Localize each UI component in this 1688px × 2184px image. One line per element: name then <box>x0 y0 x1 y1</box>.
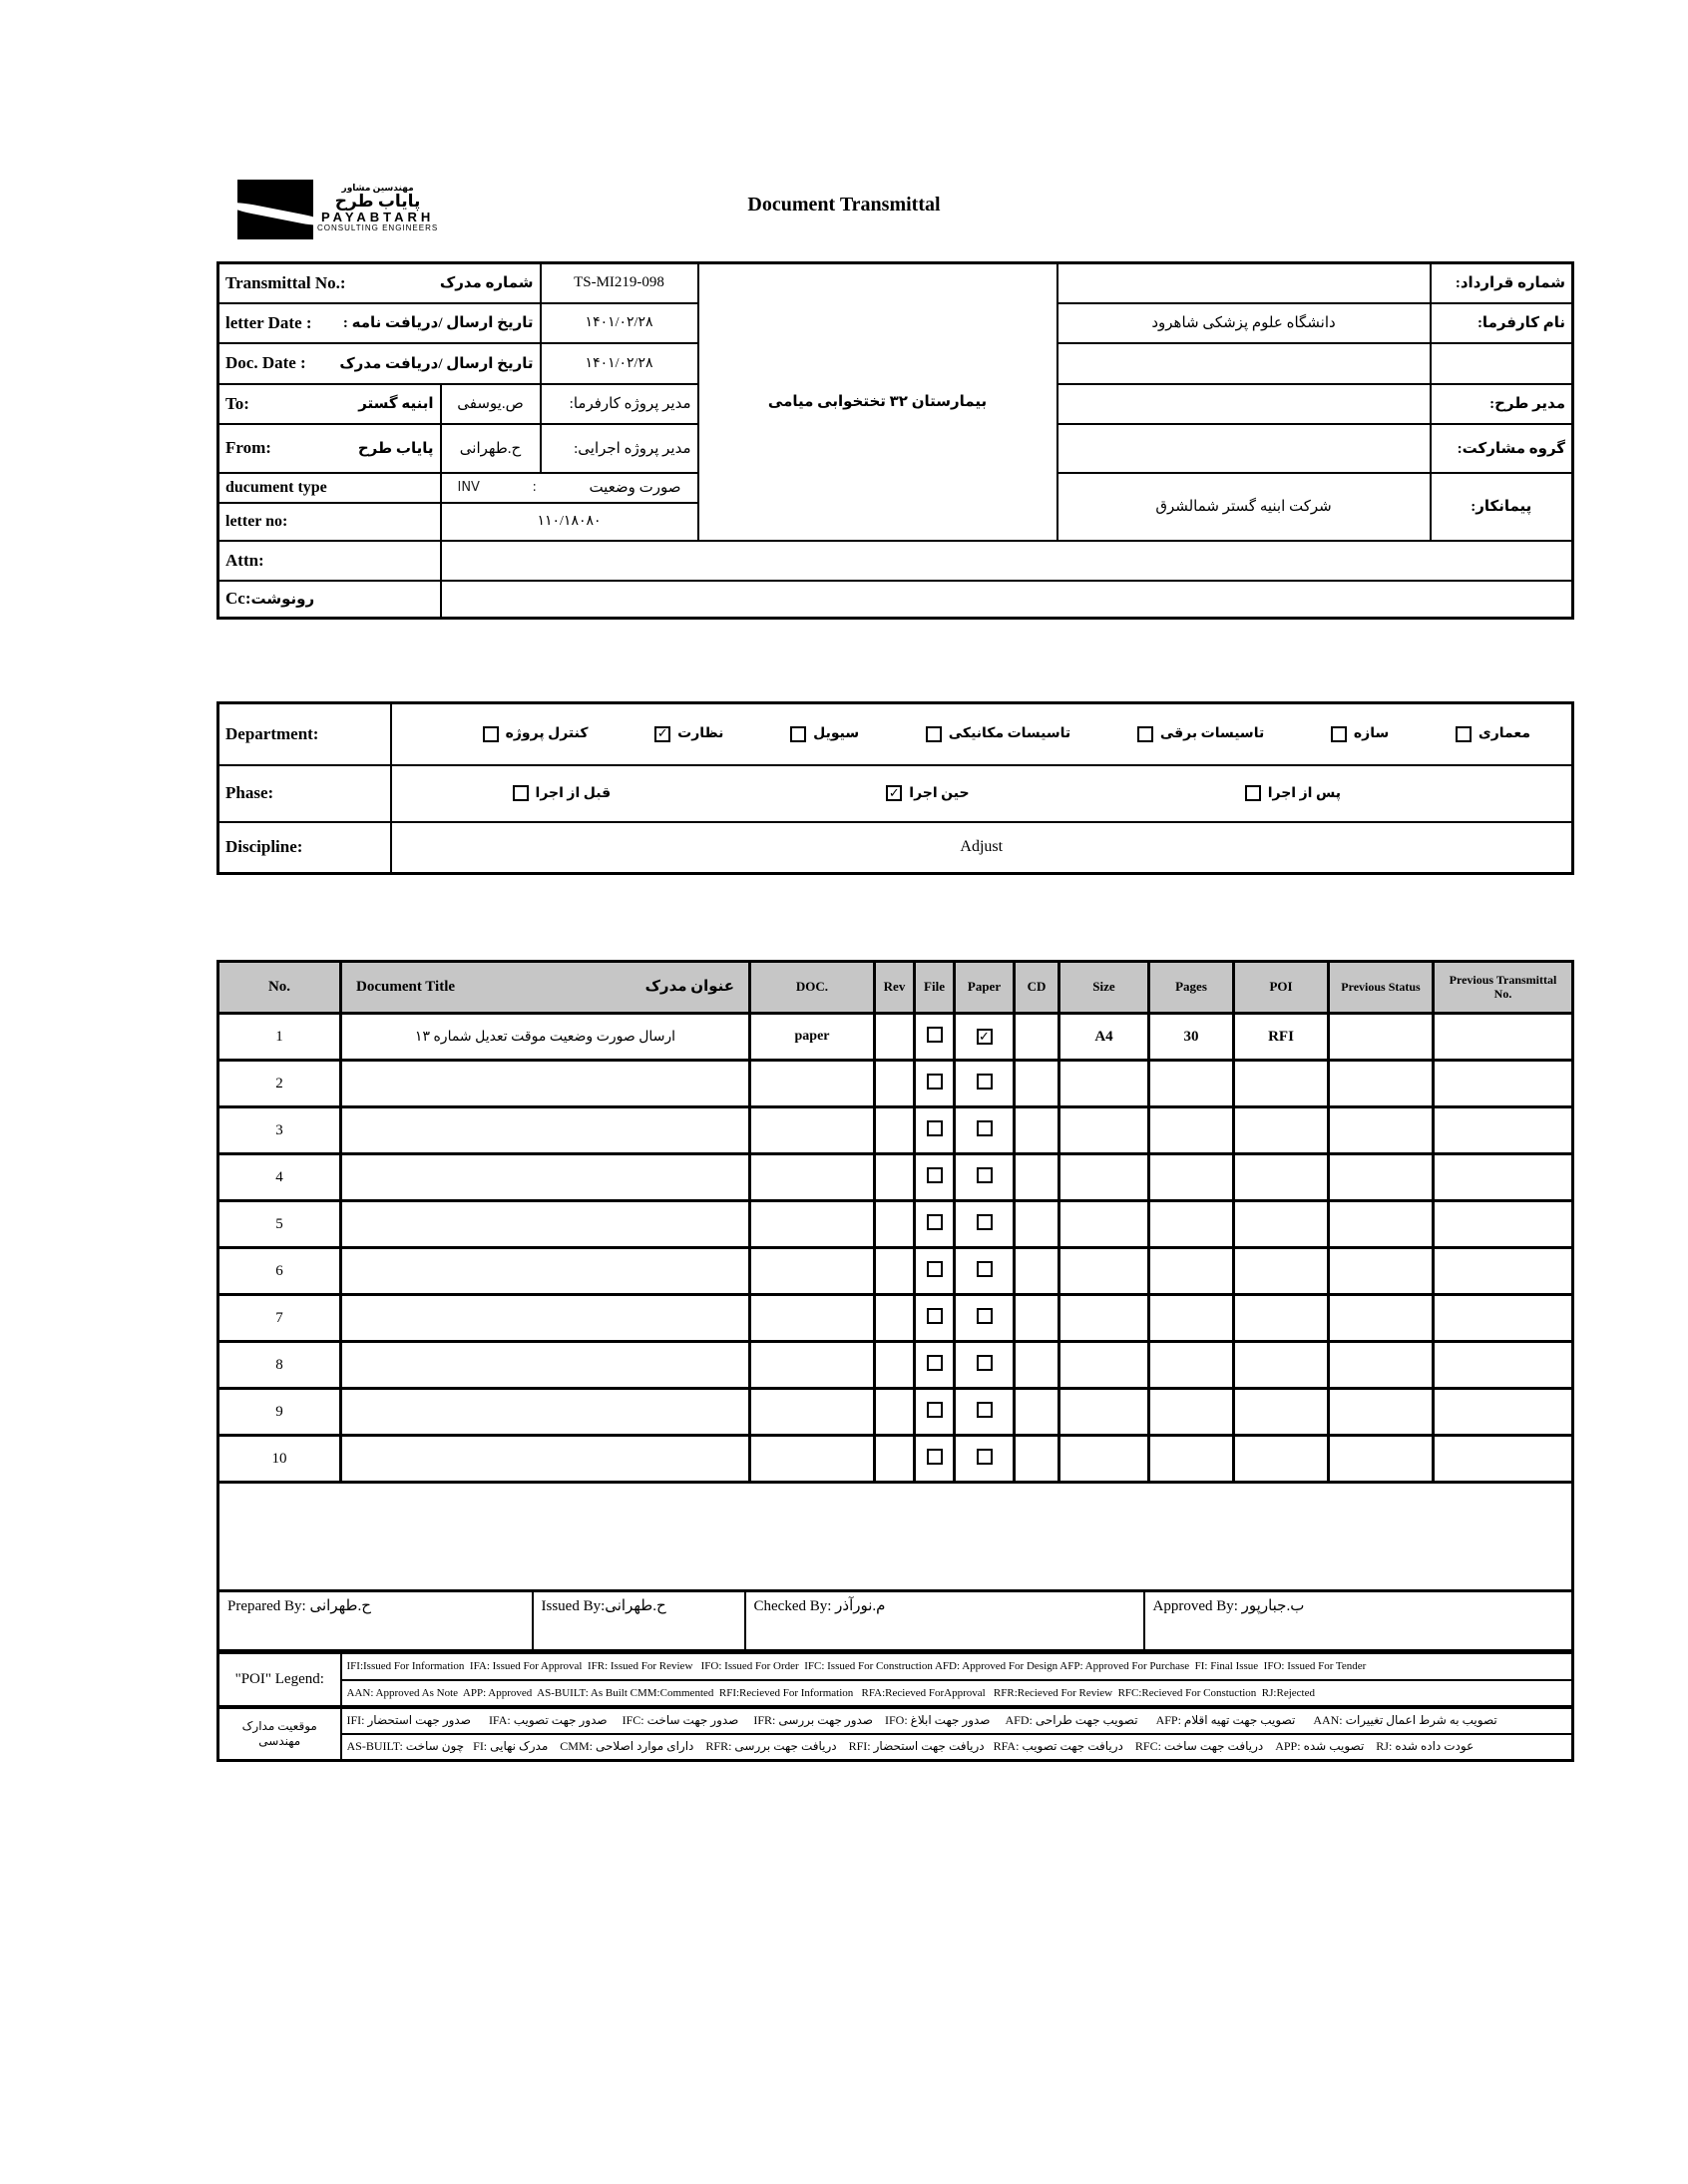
cell-cd <box>1015 1295 1059 1342</box>
cell-cd <box>1015 1107 1059 1154</box>
logo-en-name: PAYABTARH <box>320 210 435 225</box>
cell-title <box>341 1154 750 1201</box>
cell-poi: RFI <box>1234 1014 1329 1061</box>
cell-prev-status <box>1329 1201 1434 1248</box>
signature-table <box>216 1589 1574 1652</box>
client-pm-label: مدیر پروژه کارفرما: <box>541 384 698 424</box>
to-field: To: ابنیه گستر <box>218 384 441 424</box>
cell-prev-status <box>1329 1061 1434 1107</box>
paper-checkbox[interactable] <box>977 1120 993 1136</box>
table-row <box>218 1295 1573 1342</box>
cell-no: 4 <box>218 1154 341 1201</box>
cell-title: ارسال صورت وضعیت موقت تعدیل شماره ۱۳ <box>341 1014 750 1061</box>
cell-prev-status <box>1329 1107 1434 1154</box>
cell-file <box>915 1436 955 1483</box>
project-name: بیمارستان ۳۲ تختخوابی میامی <box>698 263 1057 541</box>
table-row <box>218 1248 1573 1295</box>
paper-checkbox[interactable] <box>977 1402 993 1418</box>
cell-no: 5 <box>218 1201 341 1248</box>
cell-pages <box>1149 1248 1234 1295</box>
doc-status-legend-line2: AS-BUILT: چون ساخت FI: مدرک نهایی CMM: دارای موارد اصلاحی RFR: دریافت جهت بررسی RFI: دریافت جهت استحضار RFA: دریافت جهت تصویب RFC: دریافت جهت ساخت APP: تصویب شده RJ: عودت داده شده <box>341 1734 1573 1761</box>
letter-no-value: ۱۱۰/۱۸۰۸۰ <box>441 503 698 541</box>
phase-label: Phase: <box>218 765 391 822</box>
checkbox-icon[interactable] <box>483 726 499 742</box>
cell-poi <box>1234 1154 1329 1201</box>
cell-no: 10 <box>218 1436 341 1483</box>
checked-by-cell: Checked By: م.نورآذر <box>745 1591 1144 1651</box>
logo-en-tagline: CONSULTING ENGINEERS <box>317 222 439 232</box>
contract-no-label: شماره قرارداد: <box>1431 263 1573 303</box>
exec-pm-label: مدیر پروژه اجرایی: <box>541 424 698 473</box>
cell-prev-status <box>1329 1248 1434 1295</box>
cell-title <box>341 1295 750 1342</box>
attn-value <box>441 541 1573 581</box>
prepared-by-cell: Prepared By: ح.طهرانی <box>218 1591 533 1651</box>
col-paper: Paper <box>955 962 1015 1014</box>
cell-doc <box>750 1201 875 1248</box>
phase-options <box>391 765 1573 822</box>
cell-cd <box>1015 1061 1059 1107</box>
table-row <box>218 1201 1573 1248</box>
file-checkbox[interactable] <box>927 1402 943 1418</box>
letter-date-label: letter Date : تاریخ ارسال /دریافت نامه : <box>218 303 541 343</box>
cell-doc: paper <box>750 1014 875 1061</box>
cell-paper <box>955 1436 1015 1483</box>
paper-checkbox[interactable] <box>977 1308 993 1324</box>
cc-label: Cc:رونوشت <box>218 581 441 619</box>
doc-status-legend-line1: IFI: صدور جهت استحضار IFA: صدور جهت تصویب IFC: صدور جهت ساخت IFR: صدور جهت بررسی IFO: صدور جهت ابلاغ AFD: تصویب جهت طراحی AFP: تصویب جهت تهیه اقلام AAN: تصویب به شرط اعمال تغییرات <box>341 1707 1573 1734</box>
cell-rev <box>875 1154 915 1201</box>
cell-doc <box>750 1248 875 1295</box>
col-doc: DOC. <box>750 962 875 1014</box>
cell-paper <box>955 1248 1015 1295</box>
cell-rev <box>875 1436 915 1483</box>
doc-status-legend-label: موقعیت مدارک مهندسی <box>218 1707 341 1761</box>
file-checkbox[interactable] <box>927 1214 943 1230</box>
table-row <box>218 1107 1573 1154</box>
cell-paper <box>955 1107 1015 1154</box>
file-checkbox[interactable] <box>927 1261 943 1277</box>
doc-date-label: Doc. Date : تاریخ ارسال /دریافت مدرک <box>218 343 541 384</box>
checkbox-icon[interactable] <box>886 785 902 801</box>
file-checkbox[interactable] <box>927 1167 943 1183</box>
cell-size <box>1059 1342 1149 1389</box>
paper-checkbox[interactable] <box>977 1261 993 1277</box>
cell-cd <box>1015 1154 1059 1201</box>
cell-cd <box>1015 1014 1059 1061</box>
file-checkbox[interactable] <box>927 1027 943 1043</box>
col-poi: POI <box>1234 962 1329 1014</box>
cell-paper <box>955 1201 1015 1248</box>
cell-poi <box>1234 1201 1329 1248</box>
cell-size <box>1059 1248 1149 1295</box>
cell-doc <box>750 1154 875 1201</box>
cell-cd <box>1015 1342 1059 1389</box>
cell-file <box>915 1201 955 1248</box>
department-option[interactable]: تاسیسات برقی <box>1137 725 1264 742</box>
attn-label: Attn: <box>218 541 441 581</box>
cell-paper <box>955 1342 1015 1389</box>
cell-prev-transmittal <box>1434 1436 1573 1483</box>
cell-prev-transmittal <box>1434 1342 1573 1389</box>
col-pages: Pages <box>1149 962 1234 1014</box>
table-row <box>218 1154 1573 1201</box>
file-checkbox[interactable] <box>927 1355 943 1371</box>
client-name-label: نام کارفرما: <box>1431 303 1573 343</box>
cell-size <box>1059 1201 1149 1248</box>
cell-paper <box>955 1295 1015 1342</box>
paper-checkbox[interactable] <box>977 1449 993 1465</box>
contract-no-value <box>1057 263 1431 303</box>
cell-poi <box>1234 1389 1329 1436</box>
to-person: ص.یوسفی <box>441 384 541 424</box>
cell-paper <box>955 1061 1015 1107</box>
cell-rev <box>875 1389 915 1436</box>
logo-fa-tagline: مهندسین مشاور <box>341 183 414 193</box>
cell-file <box>915 1061 955 1107</box>
checkbox-icon[interactable] <box>926 726 942 742</box>
department-option[interactable]: ✓ نظارت <box>654 725 723 742</box>
file-checkbox[interactable] <box>927 1308 943 1324</box>
checkbox-icon[interactable] <box>1137 726 1153 742</box>
checkbox-icon[interactable] <box>513 785 529 801</box>
checkbox-icon[interactable] <box>1456 726 1472 742</box>
poi-legend-label: "POI" Legend: <box>218 1653 341 1707</box>
table-row <box>218 1342 1573 1389</box>
cell-rev <box>875 1342 915 1389</box>
checkbox-icon[interactable] <box>790 726 806 742</box>
paper-checkbox[interactable] <box>977 1029 993 1045</box>
department-option[interactable]: کنترل پروژه <box>483 725 589 742</box>
cell-rev <box>875 1295 915 1342</box>
discipline-value: Adjust <box>391 822 1573 874</box>
letter-no-label: letter no: <box>218 503 441 541</box>
issued-by-cell: Issued By:ح.طهرانی <box>533 1591 745 1651</box>
cell-file <box>915 1107 955 1154</box>
cell-paper <box>955 1014 1015 1061</box>
cell-title <box>341 1248 750 1295</box>
table-row <box>218 1061 1573 1107</box>
cell-prev-transmittal <box>1434 1107 1573 1154</box>
cell-poi <box>1234 1248 1329 1295</box>
cell-doc <box>750 1389 875 1436</box>
cell-size: A4 <box>1059 1014 1149 1061</box>
cell-doc <box>750 1295 875 1342</box>
cell-prev-transmittal <box>1434 1248 1573 1295</box>
cell-size <box>1059 1154 1149 1201</box>
col-cd: CD <box>1015 962 1059 1014</box>
cell-cd <box>1015 1436 1059 1483</box>
checkbox-icon[interactable] <box>654 726 670 742</box>
cell-pages <box>1149 1061 1234 1107</box>
cell-size <box>1059 1389 1149 1436</box>
cell-pages: 30 <box>1149 1014 1234 1061</box>
cell-prev-status <box>1329 1342 1434 1389</box>
file-checkbox[interactable] <box>927 1074 943 1090</box>
cell-file <box>915 1154 955 1201</box>
cell-poi <box>1234 1061 1329 1107</box>
phase-option[interactable]: قبل از اجرا <box>513 785 612 802</box>
cell-title <box>341 1061 750 1107</box>
cell-file <box>915 1342 955 1389</box>
paper-checkbox[interactable] <box>977 1355 993 1371</box>
table-row <box>218 1436 1573 1483</box>
paper-checkbox[interactable] <box>977 1167 993 1183</box>
col-size: Size <box>1059 962 1149 1014</box>
cell-prev-transmittal <box>1434 1389 1573 1436</box>
letter-date-value: ۱۴۰۱/۰۲/۲۸ <box>541 303 698 343</box>
checkbox-icon[interactable] <box>1245 785 1261 801</box>
page-title: Document Transmittal <box>747 194 941 216</box>
checkbox-icon[interactable] <box>1331 726 1347 742</box>
cell-cd <box>1015 1389 1059 1436</box>
cell-pages <box>1149 1107 1234 1154</box>
cell-prev-status <box>1329 1014 1434 1061</box>
cell-title <box>341 1342 750 1389</box>
cell-no: 2 <box>218 1061 341 1107</box>
cell-file <box>915 1295 955 1342</box>
phase-option[interactable]: پس از اجرا <box>1245 785 1341 802</box>
cell-no: 1 <box>218 1014 341 1061</box>
cell-no: 3 <box>218 1107 341 1154</box>
poi-legend-table <box>216 1651 1574 1762</box>
cell-size <box>1059 1436 1149 1483</box>
poi-legend-line1: IFI:Issued For Information IFA: Issued For Approval IFR: Issued For Review IFO: Issued For Order IFC: Issued For Construction AFD: Approved For Design AFP: Approved For Purchase FI: Final Issue IFO: Issued For Tender <box>341 1653 1573 1680</box>
cell-prev-transmittal <box>1434 1295 1573 1342</box>
cell-paper <box>955 1389 1015 1436</box>
cell-pages <box>1149 1154 1234 1201</box>
cell-no: 8 <box>218 1342 341 1389</box>
jv-label: گروه مشارکت: <box>1431 424 1573 473</box>
cell-file <box>915 1389 955 1436</box>
cell-rev <box>875 1201 915 1248</box>
cell-pages <box>1149 1201 1234 1248</box>
logo-fa-name: پایاب طرح <box>334 192 421 212</box>
col-rev: Rev <box>875 962 915 1014</box>
cell-no: 6 <box>218 1248 341 1295</box>
phase-option[interactable]: ✓ حین اجرا <box>886 785 969 802</box>
table-header-row <box>218 962 1573 1014</box>
header-empty-label <box>1431 343 1573 384</box>
cell-poi <box>1234 1295 1329 1342</box>
pm-label: مدیر طرح: <box>1431 384 1573 424</box>
cell-prev-transmittal <box>1434 1014 1573 1061</box>
cell-no: 9 <box>218 1389 341 1436</box>
cell-prev-status <box>1329 1436 1434 1483</box>
cell-doc <box>750 1107 875 1154</box>
paper-checkbox[interactable] <box>977 1074 993 1090</box>
cell-doc <box>750 1342 875 1389</box>
cell-pages <box>1149 1342 1234 1389</box>
cell-prev-transmittal <box>1434 1201 1573 1248</box>
cell-rev <box>875 1014 915 1061</box>
cell-title <box>341 1201 750 1248</box>
col-prev-transmittal: Previous Transmittal No. <box>1434 962 1573 1014</box>
document-type-value: INV : صورت وضعیت <box>441 473 698 503</box>
from-field: From: پایاب طرح <box>218 424 441 473</box>
cell-prev-transmittal <box>1434 1154 1573 1201</box>
contractor-label: پیمانکار: <box>1431 473 1573 541</box>
discipline-label: Discipline: <box>218 822 391 874</box>
cell-rev <box>875 1107 915 1154</box>
department-option[interactable]: معماری <box>1456 725 1530 742</box>
transmittal-no-label: Transmittal No.: شماره مدرک <box>218 263 541 303</box>
cell-paper <box>955 1154 1015 1201</box>
cell-title <box>341 1436 750 1483</box>
department-option[interactable]: سازه <box>1331 725 1389 742</box>
col-file: File <box>915 962 955 1014</box>
cell-prev-status <box>1329 1295 1434 1342</box>
paper-checkbox[interactable] <box>977 1214 993 1230</box>
cell-title <box>341 1389 750 1436</box>
client-name-value: دانشگاه علوم پزشکی شاهرود <box>1057 303 1431 343</box>
cell-size <box>1059 1107 1149 1154</box>
pm-value <box>1057 384 1431 424</box>
approved-by-cell: Approved By: ب.جبارپور <box>1144 1591 1573 1651</box>
cell-poi <box>1234 1436 1329 1483</box>
file-checkbox[interactable] <box>927 1120 943 1136</box>
table-row <box>218 1014 1573 1061</box>
cell-size <box>1059 1061 1149 1107</box>
cell-poi <box>1234 1107 1329 1154</box>
table-row <box>218 1389 1573 1436</box>
cell-prev-transmittal <box>1434 1061 1573 1107</box>
cell-doc <box>750 1436 875 1483</box>
document-type-label: ducument type <box>218 473 441 503</box>
document-list-table <box>216 960 1574 1593</box>
classification-table <box>216 701 1574 875</box>
department-options <box>391 703 1573 765</box>
cell-size <box>1059 1295 1149 1342</box>
cell-pages <box>1149 1436 1234 1483</box>
department-option[interactable]: تاسیسات مکانیکی <box>926 725 1070 742</box>
file-checkbox[interactable] <box>927 1449 943 1465</box>
cell-rev <box>875 1248 915 1295</box>
cell-poi <box>1234 1342 1329 1389</box>
department-label: Department: <box>218 703 391 765</box>
col-title: Document Title عنوان مدرک <box>341 962 750 1014</box>
cell-rev <box>875 1061 915 1107</box>
cc-value <box>441 581 1573 619</box>
jv-value <box>1057 424 1431 473</box>
poi-legend-line2: AAN: Approved As Note APP: Approved AS-BUILT: As Built CMM:Commented RFI:Recieved For Information RFA:Recieved ForApproval RFR:Recieved For Review RFC:Recieved For Constuction RJ:Rejected <box>341 1680 1573 1707</box>
cell-file <box>915 1014 955 1061</box>
from-person: ح.طهرانی <box>441 424 541 473</box>
col-no: No. <box>218 962 341 1014</box>
cell-cd <box>1015 1248 1059 1295</box>
cell-title <box>341 1107 750 1154</box>
notes-empty-row <box>218 1483 1573 1592</box>
cell-prev-status <box>1329 1389 1434 1436</box>
header-empty-cell <box>1057 343 1431 384</box>
header-info-table <box>216 261 1574 620</box>
col-prev-status: Previous Status <box>1329 962 1434 1014</box>
transmittal-no-value: TS-MI219-098 <box>541 263 698 303</box>
cell-no: 7 <box>218 1295 341 1342</box>
cell-doc <box>750 1061 875 1107</box>
cell-pages <box>1149 1389 1234 1436</box>
doc-date-value: ۱۴۰۱/۰۲/۲۸ <box>541 343 698 384</box>
cell-file <box>915 1248 955 1295</box>
cell-cd <box>1015 1201 1059 1248</box>
contractor-value: شرکت ابنیه گستر شمالشرق <box>1057 473 1431 541</box>
department-option[interactable]: سیویل <box>790 725 859 742</box>
cell-pages <box>1149 1295 1234 1342</box>
cell-prev-status <box>1329 1154 1434 1201</box>
